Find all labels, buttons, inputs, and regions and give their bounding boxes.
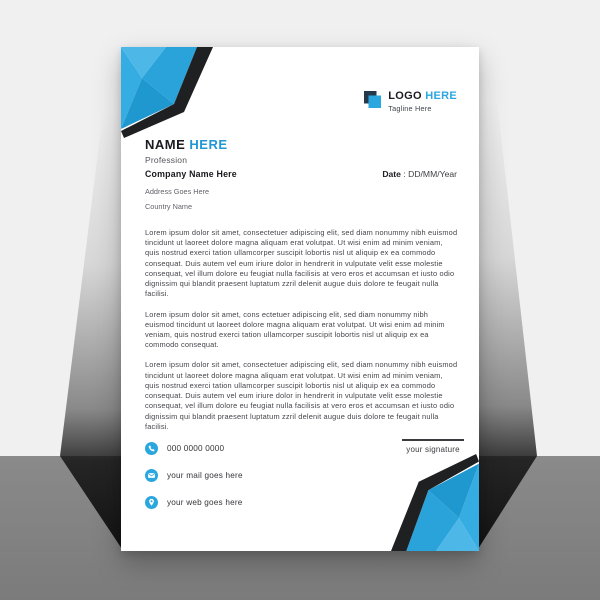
date-line	[382, 169, 457, 179]
phone-icon	[145, 442, 158, 455]
body-paragraph: Lorem ipsum dolor sit amet, consectetuer adipiscing elit, sed diam nonummy nibh euismod tincidunt ut laoreet dolore magna aliquam erat volutpat. Ut wisi enim ad minim veniam, quis nostrud exerci tation ullamcorper suscipit lobortis nisl ut aliquip ex ea commodo consequat. Duis autem vel eum iriure dolor in hendrerit in vulputate velit esse molestie consequat, vel illum dolore eu feugiat nulla facilisis at vero eros et accumsan et iusto odio dignissim qui blandit praesent luptatum zzril delenit augue duis dolore te feugait nulla facilisi.	[145, 360, 458, 431]
signature-block	[402, 439, 464, 454]
sender-name: NAME HERE	[145, 137, 228, 152]
contact-list	[145, 442, 243, 509]
address-line: Address Goes Here	[145, 187, 210, 196]
date-label: Date	[382, 169, 401, 179]
company-name: Company Name Here	[145, 169, 237, 179]
date-value: : DD/MM/Year	[403, 169, 457, 179]
contact-row-web	[145, 496, 243, 509]
sender-profession: Profession	[145, 155, 188, 165]
geometric-triangles-icon	[391, 454, 479, 551]
contact-row-phone	[145, 442, 243, 455]
right-shadow-wedge	[478, 100, 537, 549]
corner-ornament-top-left	[121, 47, 213, 138]
geometric-triangles-icon	[121, 47, 213, 138]
contact-row-mail	[145, 469, 243, 482]
body-paragraph: Lorem ipsum dolor sit amet, cons ectetuer adipiscing elit, sed diam nonummy nibh euismod tincidunt ut laoreet dolore magna aliquam erat volutpat. Ut wisi enim ad minim veniam, quis nostrud exerci tation ullamcorper suscipit lobortis nisl ut aliquip ex ea commodo consequat.	[145, 309, 445, 350]
signature-label: your signature	[406, 444, 460, 454]
recipient-block	[145, 169, 237, 211]
country-line: Country Name	[145, 202, 193, 211]
corner-ornament-bottom-right	[391, 454, 479, 551]
logo-title: LOGO HERE	[388, 90, 457, 102]
letter-body	[145, 228, 459, 442]
signature-line	[402, 439, 464, 441]
contact-mail-text: your mail goes here	[167, 471, 243, 480]
location-pin-icon	[145, 496, 158, 509]
contact-web-text: your web goes here	[167, 498, 243, 507]
logo-tagline: Tagline Here	[388, 104, 432, 114]
sender-block	[145, 137, 228, 165]
left-shadow-wedge	[60, 112, 122, 549]
body-paragraph: Lorem ipsum dolor sit amet, consectetuer adipiscing elit, sed diam nonummy nibh euismod tincidunt ut laoreet dolore magna aliquam erat volutpat. Ut wisi enim ad minim veniam, quis nostrud exerci tation ullamcorper suscipit lobortis nisl ut aliquip ex ea commodo consequat. Duis autem vel eum iriure dolor in hendrerit in vulputate velit esse molestie consequat, vel illum dolore eu feugiat nulla facilisis at vero eros et accumsan et iusto odio dignissim qui blandit praesent luptatum zzril delenit augue duis dolore te feugait nulla facilisi.	[145, 228, 458, 299]
logo-block	[364, 90, 457, 113]
mail-icon	[145, 469, 158, 482]
recipient-and-date-row	[145, 169, 457, 211]
letterhead-page	[121, 47, 479, 551]
overlapping-squares-icon	[364, 91, 381, 108]
contact-phone-text: 000 0000 0000	[167, 444, 225, 453]
